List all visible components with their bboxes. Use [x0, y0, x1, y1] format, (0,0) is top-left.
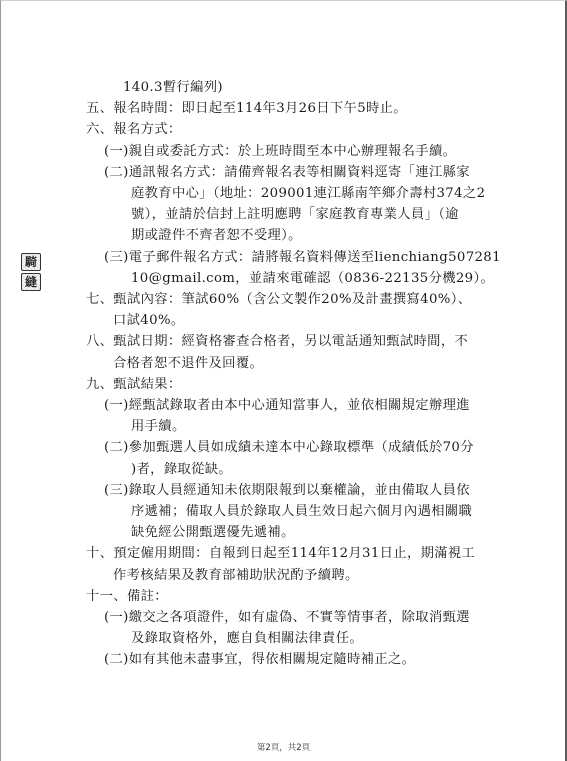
list-item: (二)通訊報名方式：請備齊報名表等相關資料逕寄「連江縣家 — [104, 165, 470, 180]
list-item: (一)經甄試錄取者由本中心通知當事人，並依相關規定辦理進 — [104, 398, 470, 413]
list-item: (二)參加甄選人員如成績未達本中心錄取標準（成績低於70分 — [104, 440, 474, 455]
text-line: 作考核結果及教育部補助狀況酌予續聘。 — [113, 568, 359, 583]
list-item: (三)錄取人員經通知未依期限報到以棄權論，並由備取人員依 — [104, 483, 470, 498]
text-line: 缺免經公開甄選優先遞補。 — [131, 525, 295, 540]
list-item: (三)電子郵件報名方式：請將報名資料傳送至lienchiang507281 — [104, 250, 501, 265]
section-heading: 五、報名時間：即日起至114年3月26日下午5時止。 — [86, 101, 407, 116]
seam-seal-stamp — [21, 253, 43, 291]
text-line: 序遞補；備取人員於錄取人員生效日起六個月內遇相關職 — [131, 504, 473, 519]
text-line: 號），並請於信封上註明應聘「家庭教育專業人員」（逾 — [131, 207, 459, 222]
text-line: 10@gmail.com，並請來電確認（0836-22135分機29）。 — [131, 271, 495, 286]
section-heading: 十、預定僱用期間：自報到日起至114年12月31日止，期滿視工 — [86, 546, 476, 561]
text-line: 合格者恕不退件及回覆。 — [113, 356, 264, 371]
section-heading: 七、甄試內容：筆試60%（含公文製作20%及計畫撰寫40%）、 — [86, 292, 472, 307]
list-item: (一)親自或委託方式：於上班時間至本中心辦理報名手續。 — [104, 144, 457, 159]
text-line: 及錄取資格外，應自負相關法律責任。 — [131, 631, 363, 646]
text-line: 口試40%。 — [113, 313, 185, 328]
seal-char: 縫 — [21, 273, 41, 291]
page-number-footer: 第2頁，共2頁 — [256, 743, 311, 753]
text-line: 140.3暫行編列) — [123, 80, 223, 95]
section-heading: 八、甄試日期：經資格審查合格者，另以電話通知甄試時間，不 — [86, 334, 469, 349]
text-line: 期或證件不齊者恕不受理）。 — [131, 228, 302, 243]
seal-char: 騎 — [21, 253, 41, 271]
section-heading: 九、甄試結果： — [86, 377, 182, 392]
section-heading: 六、報名方式： — [86, 122, 182, 137]
text-line: 用手續。 — [131, 419, 186, 434]
list-item: (一)繳交之各項證件，如有虛偽、不實等情事者，除取消甄選 — [104, 610, 470, 625]
section-heading: 十一、備註： — [86, 589, 168, 604]
list-item: (二)如有其他未盡事宜，得依相關規定隨時補正之。 — [104, 652, 416, 667]
text-line: )者，錄取從缺。 — [131, 462, 233, 477]
text-line: 庭教育中心」（地址：209001連江縣南竿鄉介壽村374之2 — [131, 186, 486, 201]
